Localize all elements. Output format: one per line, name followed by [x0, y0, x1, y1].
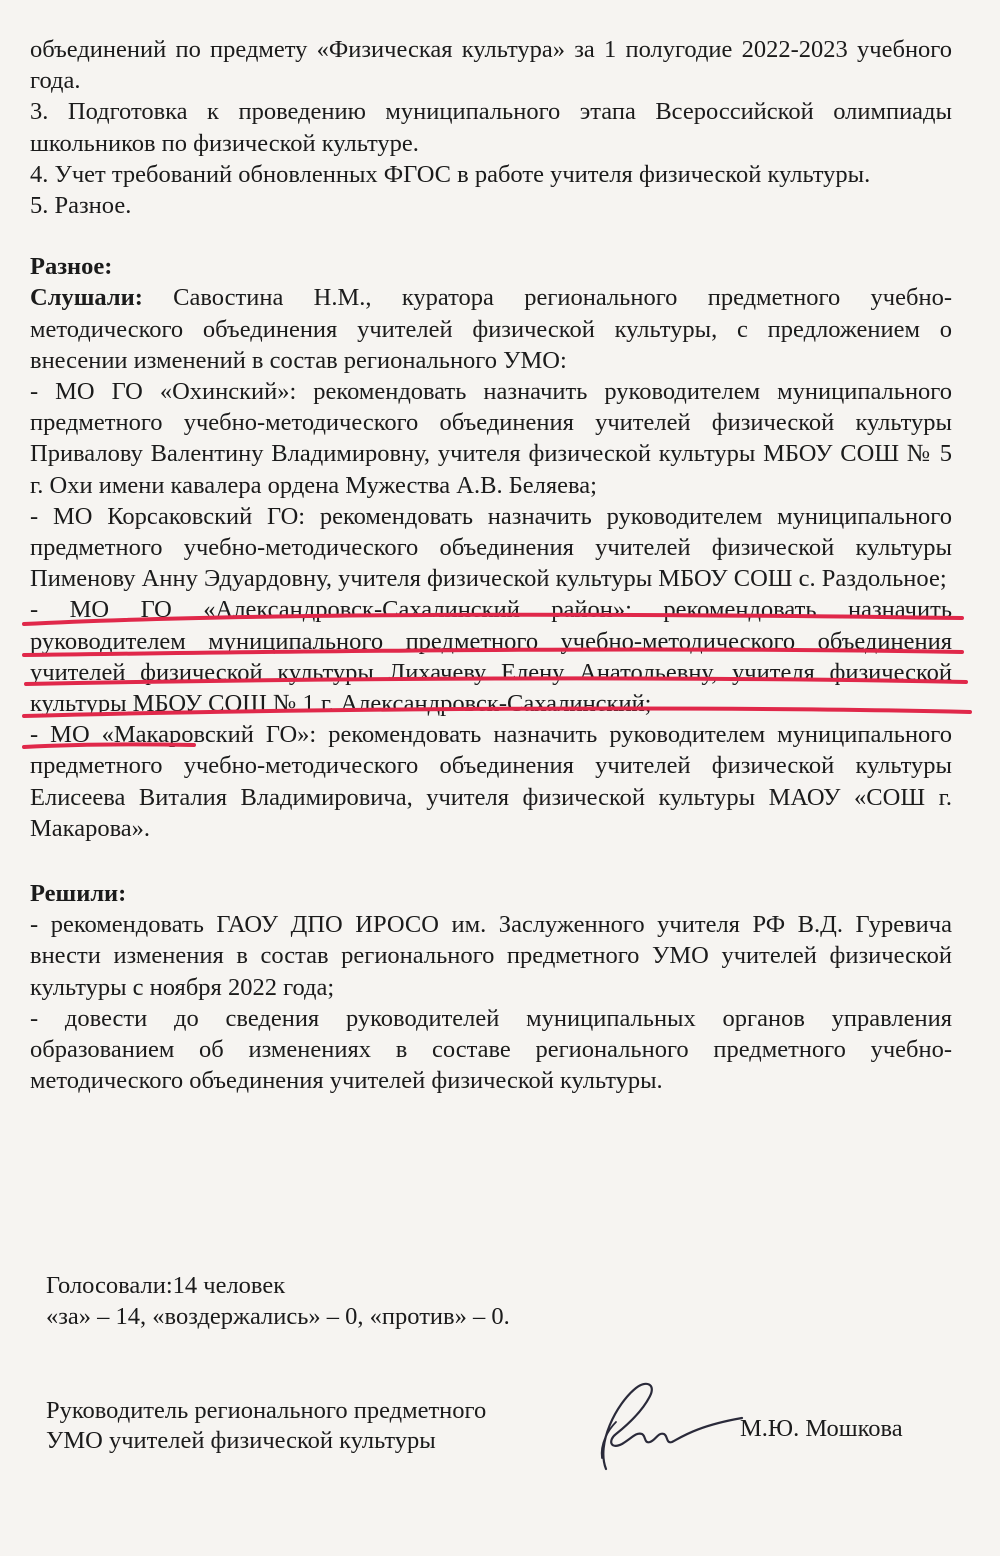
handwritten-signature — [546, 1374, 746, 1484]
document-body — [30, 34, 952, 1097]
vote-block — [46, 1270, 510, 1332]
agenda-item-3: 3. Подготовка к проведению муниципального этапа Всероссийской олимпиады школьников по физической культуре. — [30, 98, 952, 157]
signer-role-line-1: Руководитель регионального предметного — [46, 1397, 487, 1424]
agenda-item-4: 4. Учет требований обновленных ФГОС в работе учителя физической культуры. — [30, 160, 871, 188]
item-alexandrovsk: - МО ГО «Александровск-Сахалинский район»: рекомендовать назначить руководителем муниципального предметного учебно-методического объединения учителей физической культуры Лихачеву Елену Анатольевну, учителя физической культуры МБОУ СОШ № 1 г. Александровск-Сахалинский; — [30, 596, 952, 718]
highlighted-item — [30, 594, 952, 719]
agenda-item-5: 5. Разное. — [30, 192, 132, 220]
item-okha: - МО ГО «Охинский»: рекомендовать назначить руководителем муниципального предметного учебно-методического объединения учителей физической культуры Привалову Валентину Владимировну, учителя физической культуры МБОУ СОШ № 5 г. Охи имени кавалера ордена Мужества А.В. Беляева; — [30, 378, 952, 499]
intro-line: объединений по предмету «Физическая культура» за 1 полугодие 2022-2023 учебного года. — [30, 36, 952, 95]
signer-name: М.Ю. Мошкова — [740, 1415, 903, 1442]
decision-item-2: - довести до сведения руководителей муниципальных органов управления образованием об изменениях в составе регионального предметного учебно-методического объединения учителей физической культуры. — [30, 1004, 952, 1095]
listen-paragraph — [30, 282, 952, 376]
signer-role — [46, 1396, 566, 1456]
decision-label: Решили: — [30, 880, 127, 908]
item-korsakov: - МО Корсаковский ГО: рекомендовать назначить руководителем муниципального предметного учебно-методического объединения учителей физической культуры Пименову Анну Эдуардовну, учителя физической культуры МБОУ СОШ с. Раздольное; — [30, 502, 952, 593]
decision-item-1: - рекомендовать ГАОУ ДПО ИРОСО им. Заслуженного учителя РФ В.Д. Гуревича внести изменения в состав регионального предметного УМО учителей физической культуры с ноября 2022 года; — [30, 911, 952, 1001]
listen-text: Савостина Н.М., куратора регионального предметного учебно-методического объединения учителей физической культуры, с предложением о внесении изменений в состав регионального УМО: — [30, 284, 952, 374]
signer-role-line-2: УМО учителей физической культуры — [46, 1427, 436, 1454]
vote-count: Голосовали:14 человек — [46, 1272, 286, 1299]
vote-result: «за» – 14, «воздержались» – 0, «против» – 0. — [46, 1303, 510, 1330]
listen-label: Слушали: — [30, 284, 143, 312]
section-heading: Разное: — [30, 253, 113, 281]
item-makarov: - МО «Макаровский ГО»: рекомендовать назначить руководителем муниципального предметного учебно-методического объединения учителей физической культуры Елисеева Виталия Владимировича, учителя физической культуры МАОУ «СОШ г. Макарова». — [30, 721, 952, 842]
